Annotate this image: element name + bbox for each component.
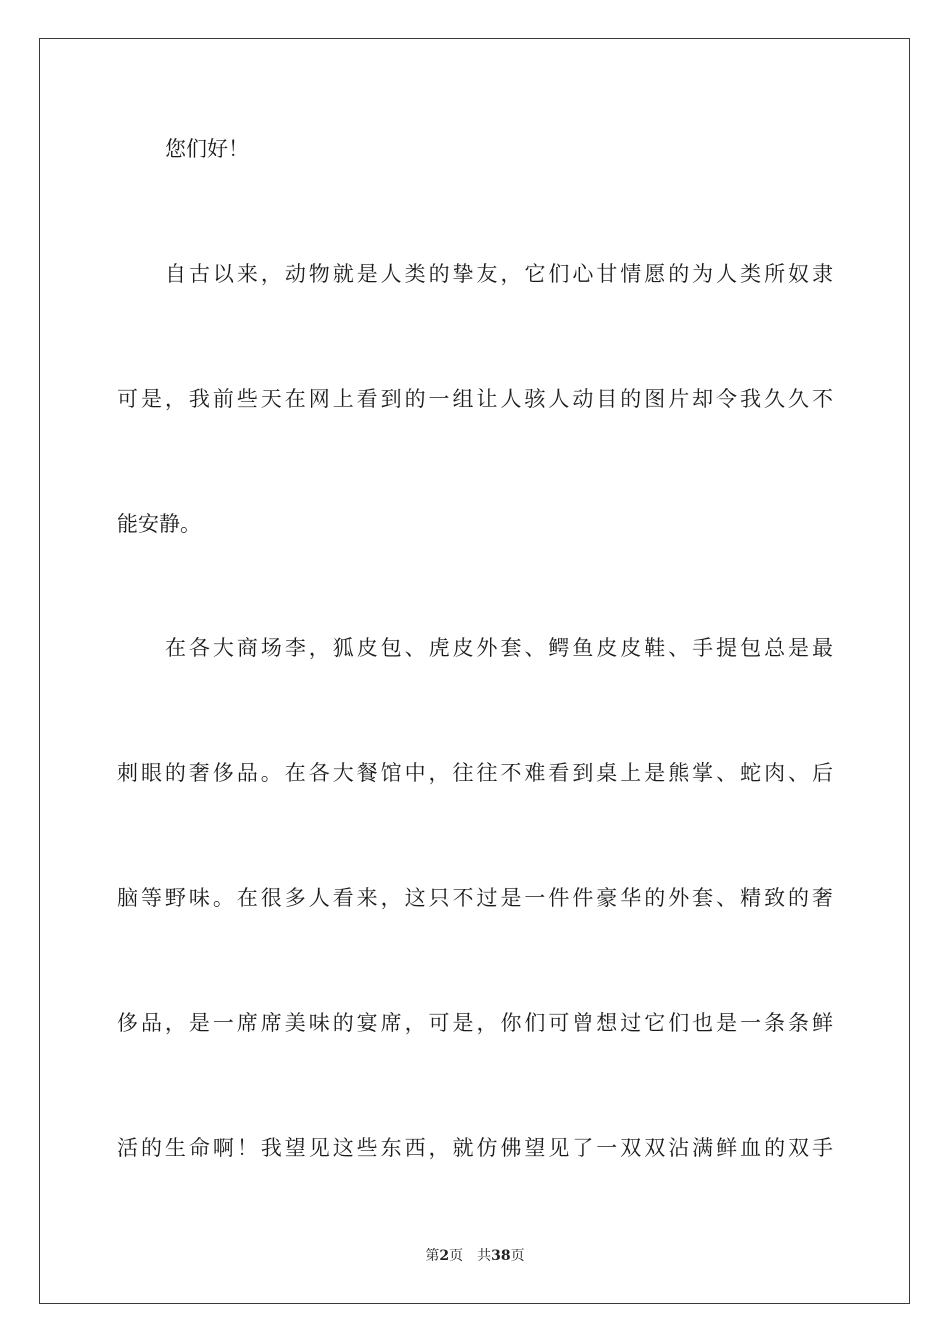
greeting-line: 您们好！ bbox=[165, 137, 249, 161]
footer-page-prefix: 第 bbox=[425, 1248, 440, 1264]
paragraph-line: 可是，我前些天在网上看到的一组让人骇人动目的图片却令我久久不 bbox=[117, 387, 833, 411]
paragraph-line: 能安静。 bbox=[117, 512, 201, 536]
footer-page-suffix: 页 bbox=[449, 1248, 464, 1264]
page-footer bbox=[0, 1247, 950, 1265]
page-border bbox=[39, 38, 910, 1304]
footer-page-number: 2 bbox=[439, 1248, 450, 1264]
paragraph-line: 侈品，是一席席美味的宴席，可是，你们可曾想过它们也是一条条鲜 bbox=[117, 1011, 833, 1035]
footer-total-pages: 38 bbox=[491, 1248, 511, 1264]
paragraph-line: 活的生命啊！我望见这些东西，就仿佛望见了一双双沾满鲜血的双手 bbox=[117, 1136, 833, 1160]
paragraph-line: 在各大商场李，狐皮包、虎皮外套、鳄鱼皮皮鞋、手提包总是最 bbox=[165, 636, 833, 660]
footer-total-suffix: 页 bbox=[510, 1248, 525, 1264]
footer-total-prefix: 共 bbox=[477, 1248, 492, 1264]
paragraph-line: 自古以来，动物就是人类的挚友，它们心甘情愿的为人类所奴隶 bbox=[165, 262, 833, 286]
paragraph-line: 刺眼的奢侈品。在各大餐馆中，往往不难看到桌上是熊掌、蛇肉、后 bbox=[117, 761, 833, 785]
paragraph-line: 脑等野味。在很多人看来，这只不过是一件件豪华的外套、精致的奢 bbox=[117, 886, 833, 910]
